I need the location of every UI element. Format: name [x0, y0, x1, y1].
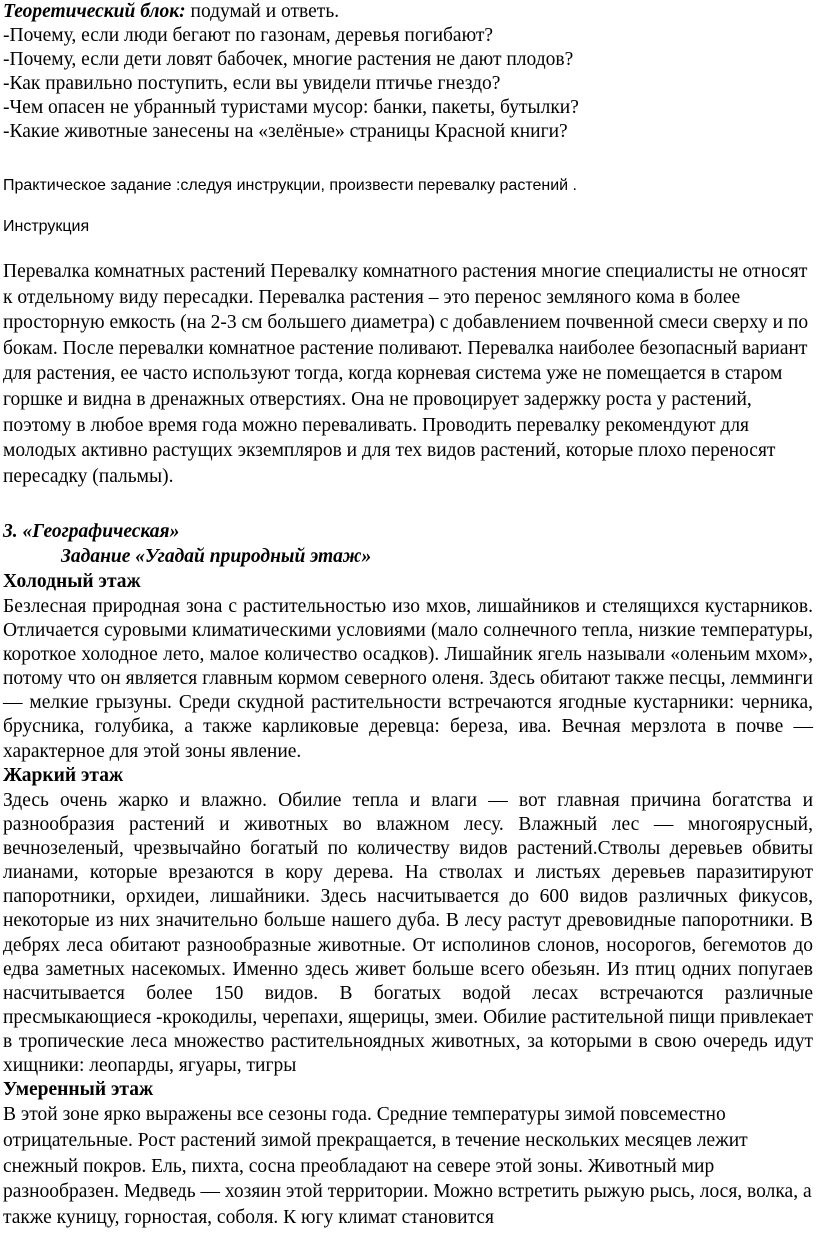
- theory-rest: подумай и ответь.: [185, 1, 340, 22]
- geo-section-title: 3. «Географическая»: [3, 521, 180, 542]
- cold-floor-heading: Холодный этаж: [3, 571, 141, 592]
- instruction-text: Перевалка комнатных растений Перевалку комнатного растения многие специалисты не относят к отдельному виду пересадки. Перевалка растения – это перенос земляного кома в более просторную емкость (на 2-3 см большего диаметра) с добавлением почвенной смеси сверху и по бокам. После перевалки комнатное растение поливают. Перевалка наиболее безопасный вариант для растения, ее часто используют тогда, когда корневая система уже не помещается в старом горшке и видна в дренажных отверстиях. Она не провоцирует задержку роста у растений, поэтому в любое время года можно переваливать. Проводить перевалку рекомендуют для молодых активно растущих экземпляров и для тех видов растений, которые плохо переносят пересадку (пальмы).: [3, 261, 809, 487]
- question-1: -Почему, если люди бегают по газонам, деревья погибают?: [3, 25, 494, 46]
- question-2: -Почему, если дети ловят бабочек, многие растения не дают плодов?: [3, 49, 574, 70]
- geo-task-title: Задание «Угадай природный этаж»: [61, 546, 372, 567]
- practice-task: Практическое задание :следуя инструкции, произвести перевалку растений .: [3, 177, 577, 194]
- question-4: -Чем опасен не убранный туристами мусор: банки, пакеты, бутылки?: [3, 97, 579, 118]
- hot-floor-heading: Жаркий этаж: [3, 765, 124, 786]
- temperate-floor-heading: Умеренный этаж: [3, 1079, 154, 1100]
- question-3: -Как правильно поступить, если вы увидели птичье гнездо?: [3, 73, 501, 94]
- theory-block: [3, 0, 579, 144]
- theory-lead: Теоретический блок:: [3, 1, 186, 22]
- temperate-floor-text: В этой зоне ярко выражены все сезоны года. Средние температуры зимой повсеместно отрицательные. Рост растений зимой прекращается, в течение нескольких месяцев лежит снежный покров. Ель, пихта, сосна преобладают на севере этой зоны. Животный мир разнообразен. Медведь — хозяин этой территории. Можно встретить рыжую рысь, лося, волка, а также куницу, горностая, соболя. К югу климат становится: [3, 1104, 812, 1229]
- theory-heading: [3, 0, 579, 24]
- hot-floor-text: Здесь очень жарко и влажно. Обилие тепла и влаги — вот главная причина богатства и разнообразия растений и животных во влажном лесу. Влажный лес — многоярусный, вечнозеленый, чрезвычайно богатый по количеству видов растений.Стволы деревьев обвиты лианами, которые врезаются в кору дерева. На стволах и листьях деревьев паразитируют папоротники, орхидеи, лишайники. Здесь насчитывается до 600 видов различных фикусов, некоторые из них значительно больше нашего дуба. В лесу растут древовидные папоротники. В дебрях леса обитают разнообразные животные. От исполинов слонов, носорогов, бегемотов до едва заметных насекомых. Именно здесь живет больше всего обезьян. Из птиц одних попугаев насчитывается более 150 видов. В богатых водой лесах встречаются различные пресмыкающиеся -крокодилы, черепахи, ящерицы, змеи. Обилие растительной пищи привлекает в тропические леса множество растительноядных животных, за которыми в свою очередь идут хищники: леопарды, ягуары, тигры: [3, 790, 813, 1077]
- cold-floor-text: Безлесная природная зона с растительностью изо мхов, лишайников и стелящихся кустарников. Отличается суровыми климатическими условиями (мало солнечного тепла, низкие температуры, короткое холодное лето, малое количество осадков). Лишайник ягель называли «оленьим мхом», потому что он является главным кормом северного оленя. Здесь обитают также песцы, лемминги — мелкие грызуны. Среди скудной растительности встречаются ягодные кустарники: черника, брусника, голубика, а также карликовые деревца: береза, ива. Вечная мерзлота в почве — характерное для этой зоны явление.: [3, 596, 813, 762]
- instruction-title: Инструкция: [3, 218, 90, 235]
- question-5: -Какие животные занесены на «зелёные» страницы Красной книги?: [3, 121, 568, 142]
